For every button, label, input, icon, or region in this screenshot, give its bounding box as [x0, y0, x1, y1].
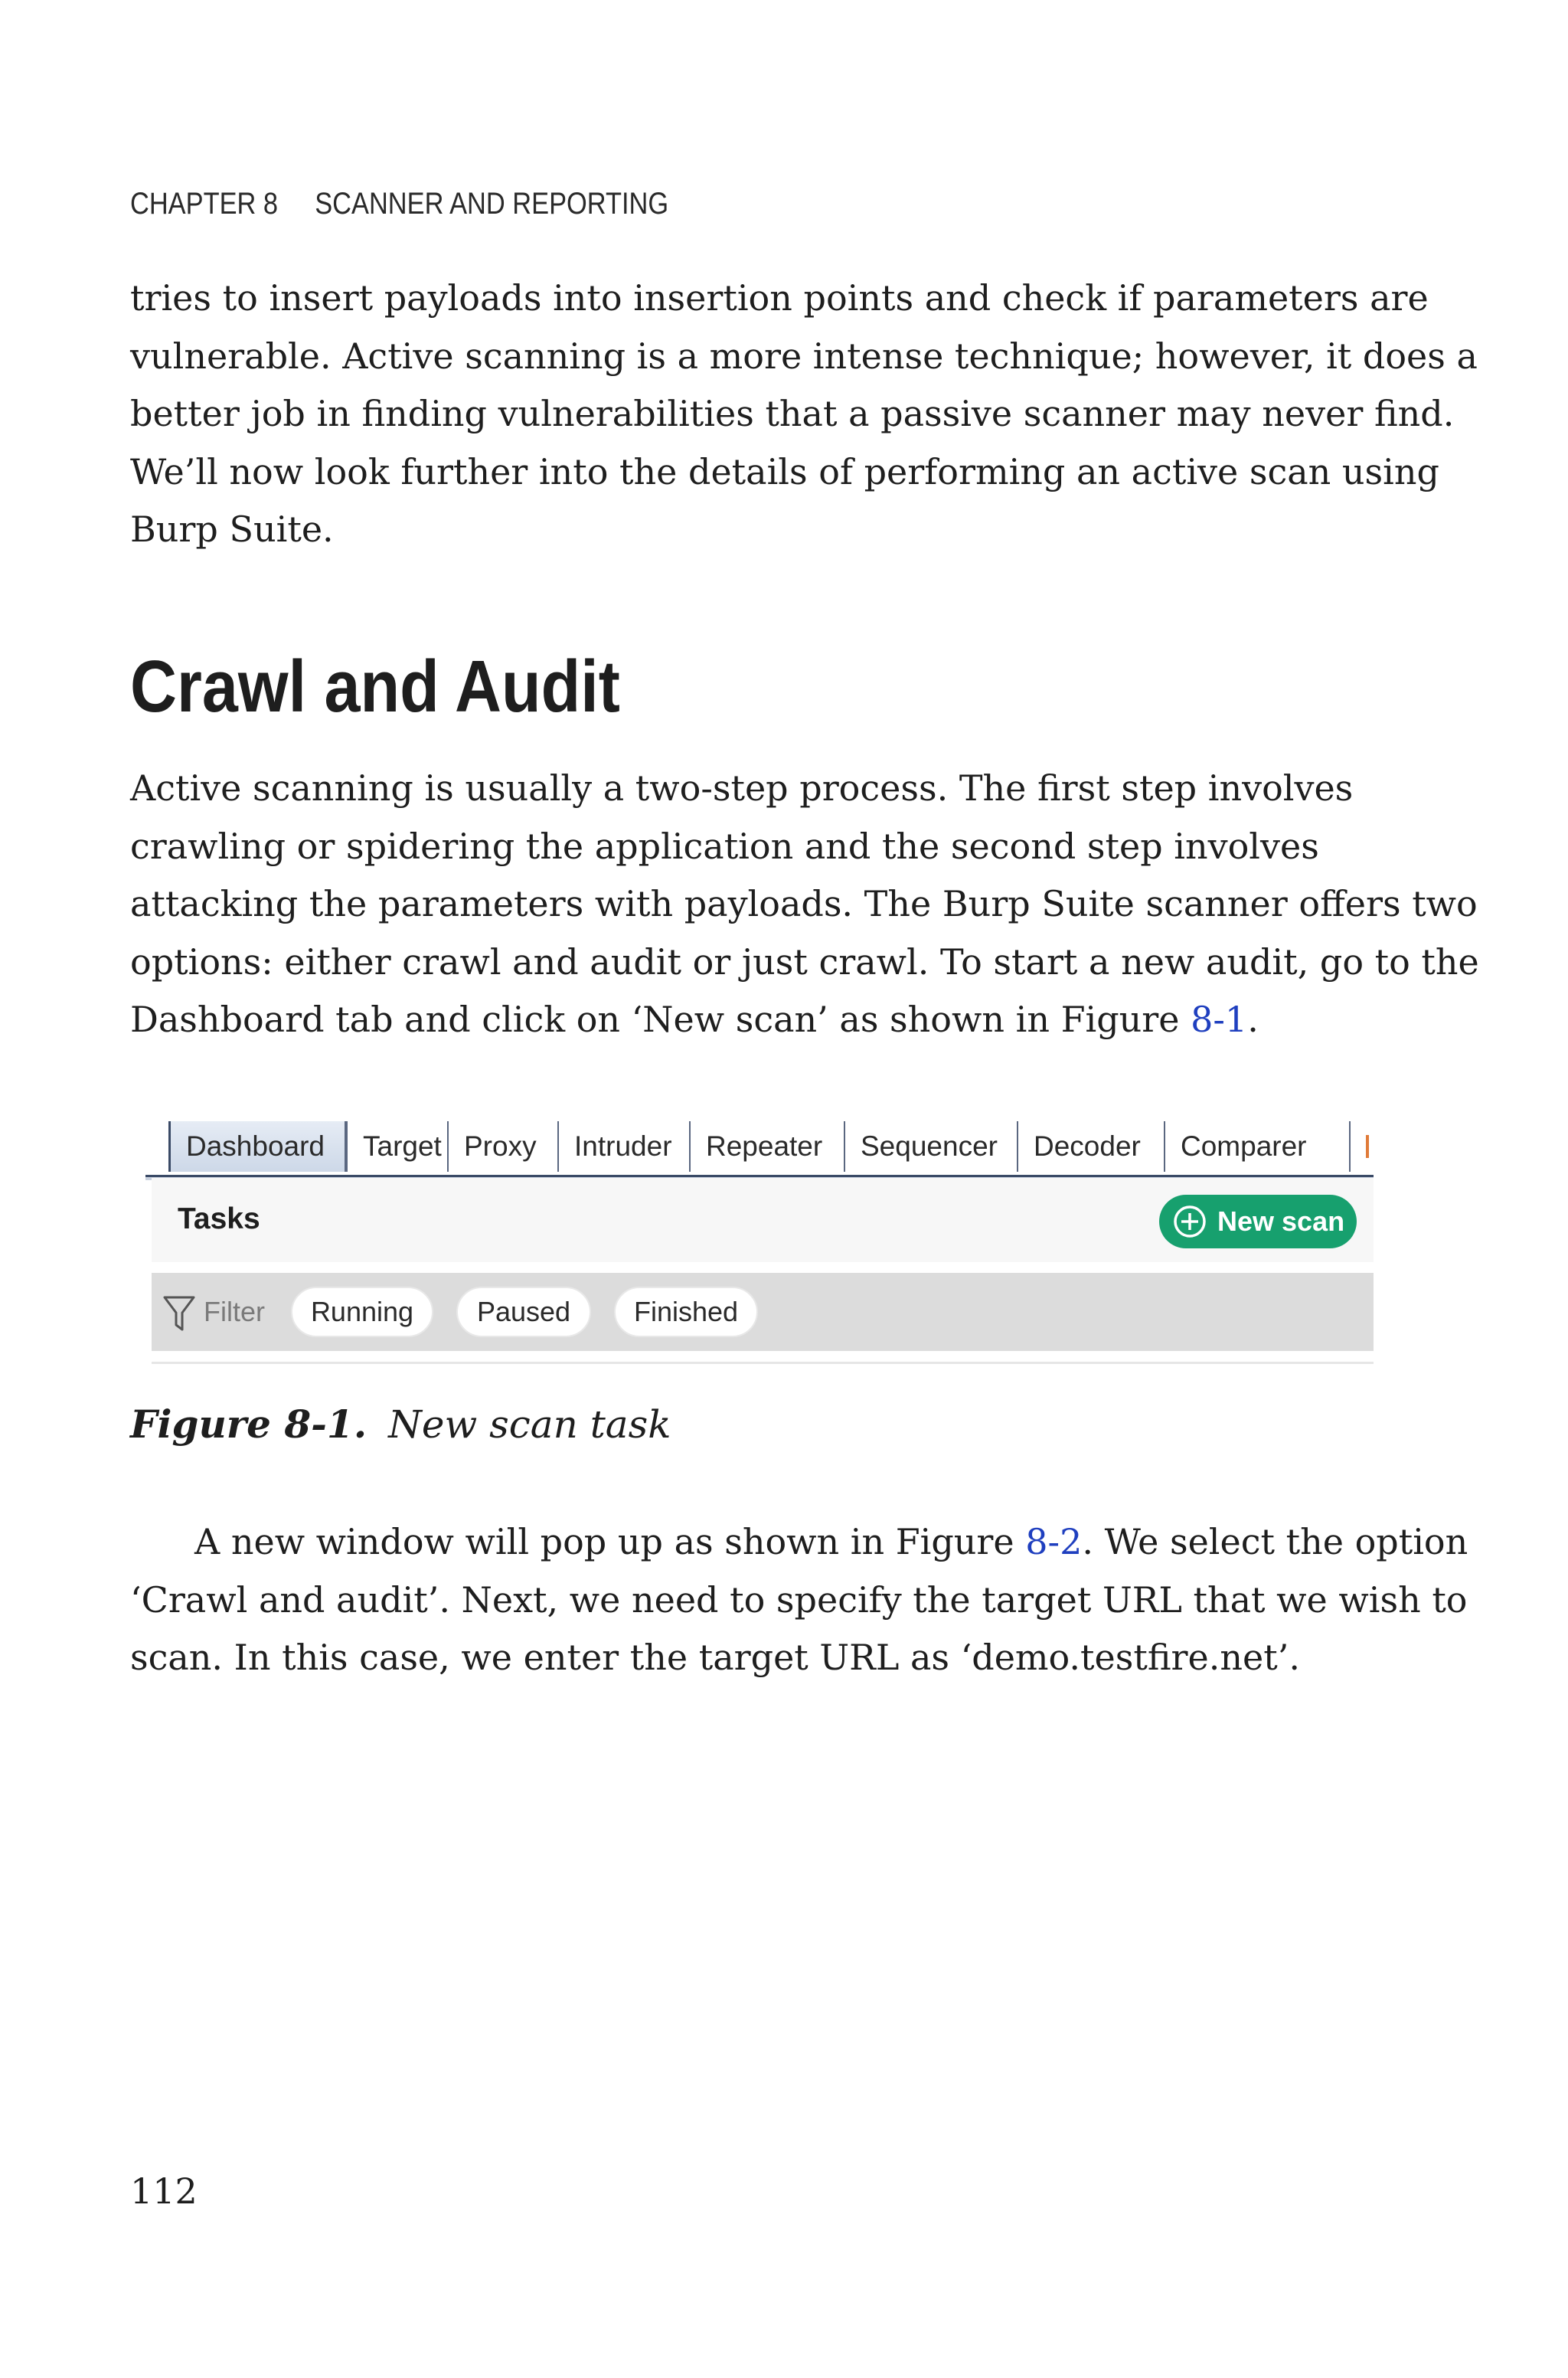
figure-divider: [152, 1362, 1374, 1364]
chapter-label: CHAPTER 8: [130, 187, 279, 221]
text-line: Burp Suite.: [130, 509, 334, 550]
text-line: tries to insert payloads into insertion points and check if parameters are: [130, 277, 1429, 319]
text-line: [130, 991, 1416, 1049]
tab-comparer[interactable]: Comparer: [1164, 1121, 1329, 1172]
chapter-title: SCANNER AND REPORTING: [315, 187, 669, 221]
tab-target[interactable]: Target: [346, 1121, 447, 1172]
text-fragment: .: [1247, 999, 1259, 1040]
tasks-title: Tasks: [178, 1202, 260, 1235]
filter-pill-running[interactable]: Running: [291, 1287, 433, 1337]
funnel-icon[interactable]: [162, 1294, 196, 1334]
burp-tab-bar: [145, 1120, 1374, 1177]
tab-proxy[interactable]: Proxy: [447, 1121, 557, 1172]
intro-paragraph: [130, 270, 1478, 559]
filter-label: Filter: [204, 1296, 265, 1327]
text-fragment: Dashboard tab and click on ‘New scan’ as shown in Figure: [130, 999, 1191, 1040]
text-line: scan. In this case, we enter the target URL as ‘demo.testfire.net’.: [130, 1637, 1300, 1678]
page-number: 112: [130, 2170, 198, 2212]
text-line: ‘Crawl and audit’. Next, we need to specify the target URL that we wish to: [130, 1578, 1468, 1621]
task-filter-bar: [152, 1273, 1374, 1351]
filter-pill-paused[interactable]: Paused: [456, 1287, 591, 1337]
figure-reference-link[interactable]: 8-1: [1191, 999, 1248, 1040]
tab-decoder[interactable]: Decoder: [1017, 1121, 1164, 1172]
text-fragment: . We select the option: [1082, 1521, 1468, 1562]
text-line: attacking the parameters with payloads. The Burp Suite scanner offers two: [130, 883, 1478, 924]
text-fragment: A new window will pop up as shown in Figure: [194, 1521, 1026, 1562]
tab-dashboard[interactable]: Dashboard: [168, 1121, 346, 1172]
closing-paragraph: [130, 1513, 1468, 1687]
figure-reference-link[interactable]: 8-2: [1025, 1521, 1083, 1562]
text-line: vulnerable. Active scanning is a more intense technique; however, it does a: [130, 335, 1478, 377]
text-line: better job in finding vulnerabilities that a passive scanner may never find.: [130, 393, 1455, 434]
running-header: [130, 187, 668, 221]
new-scan-label: New scan: [1217, 1205, 1345, 1237]
text-line: Active scanning is usually a two-step process. The first step involves: [130, 767, 1354, 809]
figure-caption: [130, 1402, 671, 1447]
tab-overflow[interactable]: [1349, 1121, 1374, 1172]
burp-dashboard-figure: [145, 1120, 1374, 1369]
tab-overflow-marker: [1366, 1135, 1369, 1158]
figure-caption-text: New scan task: [388, 1402, 671, 1447]
text-line: options: either crawl and audit or just crawl. To start a new audit, go to the: [130, 940, 1479, 983]
tasks-panel: [152, 1178, 1374, 1262]
tab-repeater[interactable]: Repeater: [689, 1121, 844, 1172]
new-scan-button[interactable]: [1159, 1195, 1357, 1248]
text-line: crawling or spidering the application and the second step involves: [130, 825, 1319, 867]
section-heading: Crawl and Audit: [130, 646, 620, 728]
section-paragraph: [130, 760, 1479, 1049]
figure-number: Figure 8-1.: [130, 1402, 368, 1447]
filter-pill-finished[interactable]: Finished: [614, 1287, 758, 1337]
text-line: [130, 1513, 1468, 1572]
plus-circle-icon: [1173, 1205, 1207, 1238]
tab-intruder[interactable]: Intruder: [557, 1121, 689, 1172]
text-line: We’ll now look further into the details of performing an active scan using: [130, 450, 1439, 492]
tab-sequencer[interactable]: Sequencer: [844, 1121, 1017, 1172]
